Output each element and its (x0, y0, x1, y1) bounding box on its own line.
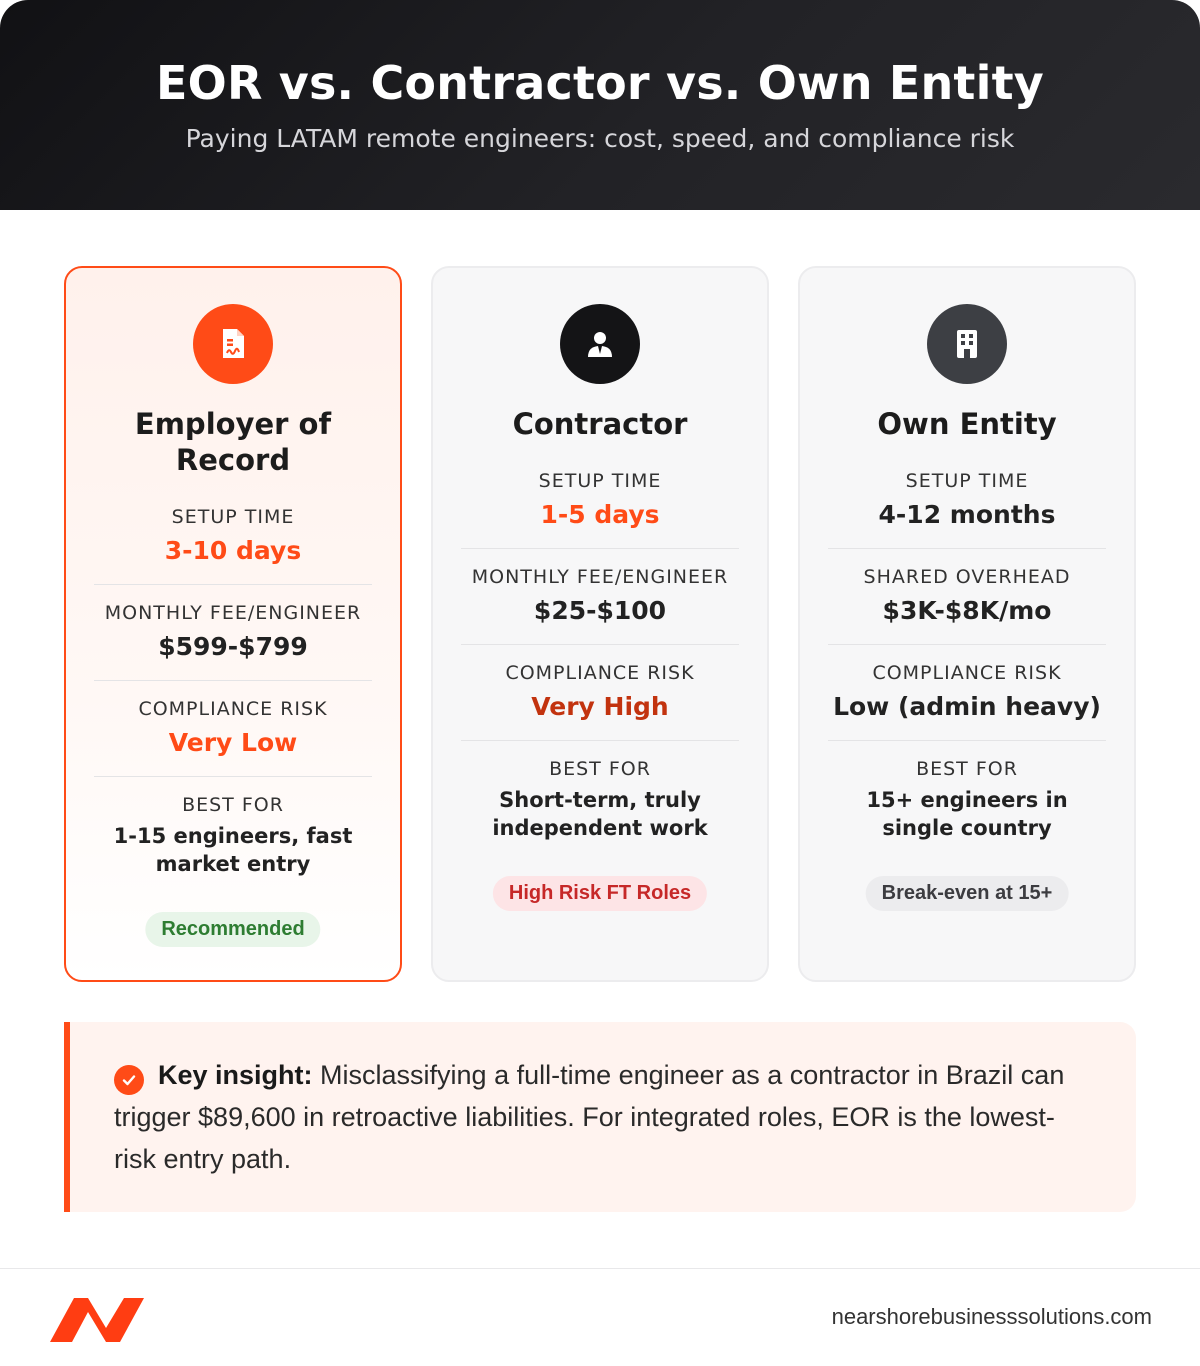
contractor-person-icon (560, 304, 640, 384)
stat-setup-time: SETUP TIME 3-10 days (164, 506, 302, 565)
stat-compliance-risk: COMPLIANCE RISK Very High (505, 662, 695, 721)
stat-setup-time: SETUP TIME 1-5 days (538, 470, 662, 529)
card-contractor (431, 266, 769, 982)
card-own-entity (798, 266, 1136, 982)
divider (828, 644, 1106, 645)
divider (461, 740, 739, 741)
check-circle-icon (114, 1065, 144, 1095)
divider (828, 740, 1106, 741)
stat-compliance-risk: COMPLIANCE RISK Low (admin heavy) (833, 662, 1101, 721)
card-title: Own Entity (877, 407, 1057, 441)
header-banner (0, 0, 1200, 210)
stat-monthly-fee: MONTHLY FEE/ENGINEER $25-$100 (471, 566, 729, 625)
high-risk-badge: High Risk FT Roles (493, 876, 707, 911)
page-title: EOR vs. Contractor vs. Own Entity (156, 56, 1044, 110)
footer-domain: nearshorebusinesssolutions.com (831, 1304, 1152, 1329)
recommended-badge: Recommended (145, 912, 320, 947)
stat-best-for: BEST FOR 1-15 engineers, fast market entry (113, 794, 353, 876)
card-employer-of-record (64, 266, 402, 982)
card-title: Employer of Record (134, 407, 332, 477)
divider (461, 644, 739, 645)
stat-monthly-fee: MONTHLY FEE/ENGINEER $599-$799 (104, 602, 362, 661)
stat-setup-time: SETUP TIME 4-12 months (878, 470, 1056, 529)
page-subtitle: Paying LATAM remote engineers: cost, speed, and compliance risk (185, 124, 1015, 153)
divider (94, 776, 372, 777)
insight-text (114, 1054, 1096, 1180)
nbs-logo (48, 1294, 146, 1349)
stat-best-for: BEST FOR Short-term, truly independent work (492, 758, 708, 840)
insight-body: Misclassifying a full-time engineer as a contractor in Brazil can trigger $89,600 in retroactive liabilities. For integrated roles, EOR is the lowest-risk entry path. (114, 1060, 1065, 1174)
divider (461, 548, 739, 549)
divider (828, 548, 1106, 549)
stat-shared-overhead: SHARED OVERHEAD $3K-$8K/mo (863, 566, 1071, 625)
footer-divider (0, 1268, 1200, 1269)
divider (94, 584, 372, 585)
break-even-badge: Break-even at 15+ (866, 876, 1069, 911)
stat-compliance-risk: COMPLIANCE RISK Very Low (138, 698, 328, 757)
contract-document-icon (193, 304, 273, 384)
stat-best-for: BEST FOR 15+ engineers in single country (866, 758, 1068, 840)
building-icon (927, 304, 1007, 384)
key-insight-callout (64, 1022, 1136, 1212)
insight-lead: Key insight: (158, 1060, 313, 1090)
divider (94, 680, 372, 681)
card-title: Contractor (512, 407, 688, 441)
